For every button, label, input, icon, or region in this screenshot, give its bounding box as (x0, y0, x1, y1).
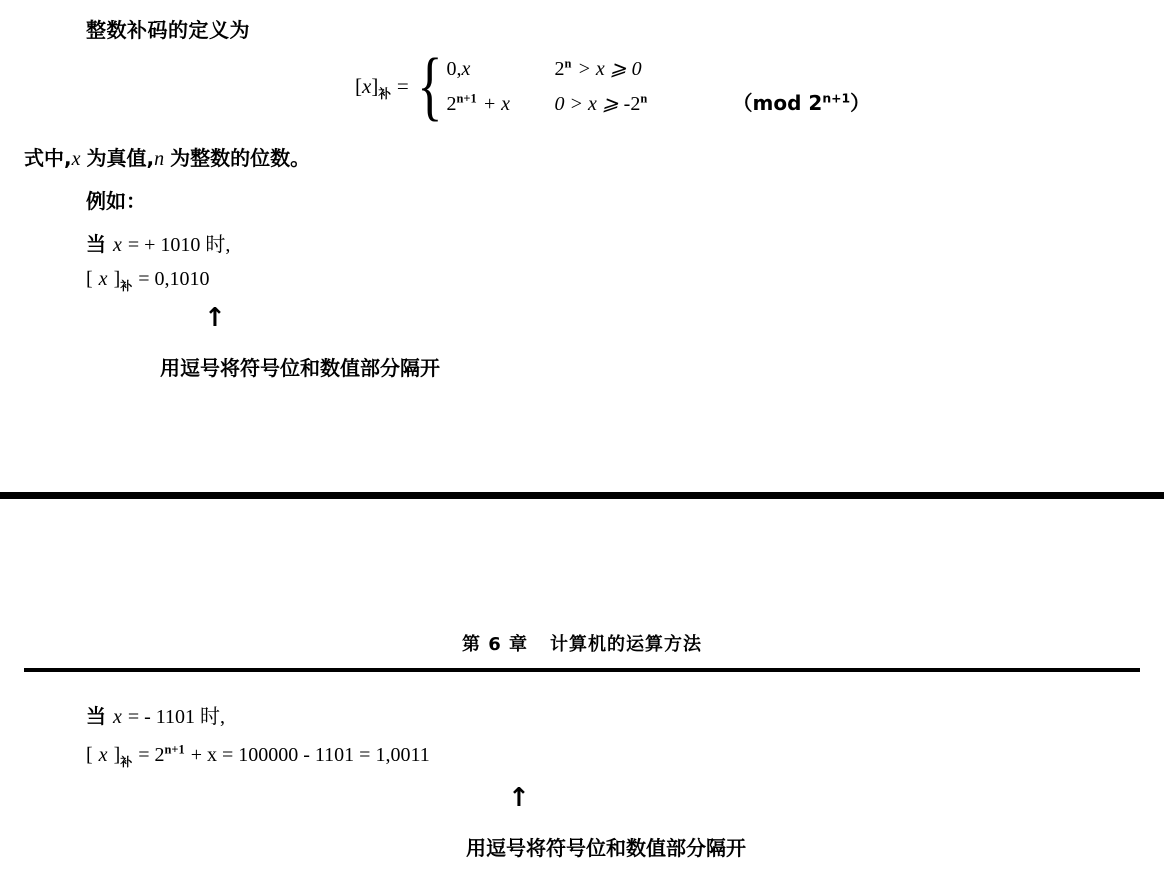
equals-sign: = (396, 73, 409, 98)
modulus-exponent: n+1 (822, 90, 851, 106)
condition-base: 2 (630, 93, 641, 115)
subscript-bu: 补 (120, 755, 133, 769)
running-head-chapter: 第 6 章 (461, 634, 529, 655)
case2-when-line (86, 700, 225, 729)
when-equation: = + 1010 时, (127, 234, 231, 256)
left-brace-icon: { (416, 43, 443, 129)
where-variable-x: x (71, 148, 81, 170)
bracket-close: ] (113, 268, 121, 290)
condition-exponent: n (640, 91, 648, 106)
when-prefix: 当 (86, 704, 113, 728)
running-head-rule (24, 668, 1140, 672)
running-head (0, 630, 1164, 656)
where-prefix: 式中, (24, 146, 72, 170)
condition-exponent: n (564, 56, 572, 71)
case-condition (555, 56, 725, 81)
case-value-addend: + x (482, 93, 511, 115)
where-suffix-text: 为整数的位数。 (170, 146, 311, 170)
example-label: 例如： (86, 189, 146, 213)
when-prefix: 当 (86, 232, 113, 256)
bracket-close: ] (113, 744, 121, 766)
result-tail: + x = 100000 - 1101 = 1,0011 (190, 744, 430, 766)
modulus-text-open: （mod 2 (732, 91, 823, 115)
case-value (447, 58, 555, 81)
case1-when-line (86, 228, 230, 257)
variable-x: x (98, 268, 108, 290)
case-condition (555, 91, 725, 116)
subscript-bu: 补 (378, 85, 391, 101)
variable-x: x (362, 73, 372, 98)
case-row (447, 56, 871, 81)
case-value-variable: x (461, 58, 471, 80)
definition-intro-line: 整数补码的定义为 (86, 18, 250, 42)
result-equation: = 0,1010 (138, 268, 210, 290)
bracket-close: ] (371, 73, 379, 98)
up-arrow-icon: ↑ (204, 303, 226, 333)
condition-rest: > x ⩾ 0 (577, 58, 642, 80)
modulus-annotation (725, 87, 871, 116)
case2-annotation-note: 用逗号将符号位和数值部分隔开 (466, 836, 746, 860)
case1-result-line (86, 268, 210, 291)
bracket-open: [ (86, 744, 93, 766)
case2-result-line (86, 744, 430, 767)
complement-definition-formula (355, 43, 871, 129)
up-arrow-icon: ↑ (508, 783, 530, 813)
when-variable: x (112, 706, 122, 728)
where-middle-text: 为真值, (86, 146, 155, 170)
modulus-text-close: ） (850, 91, 871, 115)
condition-lead: 0 > x ⩾ - (554, 93, 631, 115)
subscript-bu: 补 (120, 279, 133, 293)
formula-cases (447, 56, 871, 116)
variable-x: x (98, 744, 108, 766)
formula-left-hand-side (355, 74, 415, 99)
case1-annotation-note: 用逗号将符号位和数值部分隔开 (160, 356, 440, 380)
case-value-base: 2 (446, 93, 457, 115)
case-value (447, 93, 555, 116)
bracket-open: [ (355, 73, 362, 98)
result-exponent: n+1 (164, 742, 185, 757)
condition-base: 2 (554, 58, 565, 80)
case-value-number: 0, (446, 58, 462, 80)
case-row (447, 87, 871, 116)
where-clause-line (24, 142, 310, 171)
page-separator-rule (0, 492, 1164, 499)
result-lead: = 2 (138, 744, 165, 766)
when-equation: = - 1101 时, (127, 706, 226, 728)
bracket-open: [ (86, 268, 93, 290)
when-variable: x (112, 234, 122, 256)
case-value-exponent: n+1 (456, 91, 477, 106)
where-variable-n: n (154, 148, 165, 170)
running-head-title: 计算机的运算方法 (550, 634, 703, 655)
